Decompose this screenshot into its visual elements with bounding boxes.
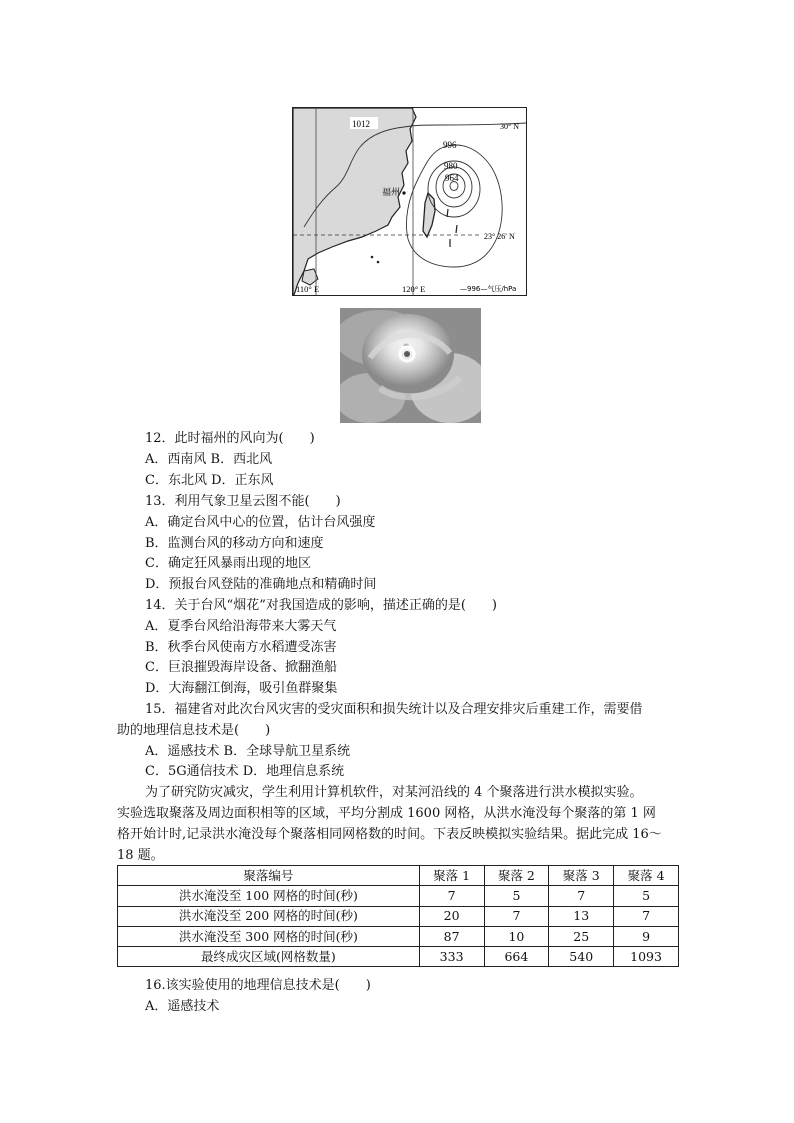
q15-options-cd: C．5G通信技术 D．地理信息系统 bbox=[145, 764, 345, 779]
table-cell: 5 bbox=[614, 886, 679, 906]
table-cell: 87 bbox=[419, 926, 484, 946]
label-964: 964 bbox=[445, 173, 459, 183]
satellite-cloud-image bbox=[340, 308, 481, 423]
label-lon-120e: 120° E bbox=[402, 284, 426, 294]
q12-stem: 12．此时福州的风向为( ) bbox=[145, 431, 315, 446]
q14-option-b: B．秋季台风使南方水稻遭受冻害 bbox=[145, 640, 337, 655]
table-header-cell: 聚落 2 bbox=[484, 866, 549, 886]
table-cell: 最终成灾区域(网格数量) bbox=[118, 947, 420, 967]
q12-options-ab: A．西南风 B．西北风 bbox=[145, 452, 273, 467]
intro-line1: 为了研究防灾减灾，学生利用计算机软件，对某河沿线的 4 个聚落进行洪水模拟实验。 bbox=[145, 785, 643, 800]
table-row bbox=[118, 947, 679, 967]
intro-line2: 实验选取聚落及周边面积相等的区域，平均分割成 1600 网格，从洪水淹没每个聚落的第 1 网 bbox=[117, 806, 656, 821]
table-row bbox=[118, 926, 679, 946]
table-cell: 20 bbox=[419, 906, 484, 926]
label-lon-110e: 110° E bbox=[296, 284, 320, 294]
q15-stem-line2: 助的地理信息技术是( ) bbox=[117, 723, 271, 738]
table-header-row bbox=[118, 866, 679, 886]
table-row bbox=[118, 886, 679, 906]
intro-line3: 格开始计时,记录洪水淹没每个聚落相同网格数的时间。下表反映模拟实验结果。据此完成 16～ bbox=[117, 827, 662, 842]
q16-stem: 16.该实验使用的地理信息技术是( ) bbox=[145, 978, 371, 993]
label-lat-30n: 30° N bbox=[500, 122, 519, 131]
q16-option-a: A．遥感技术 bbox=[145, 999, 220, 1014]
q15-options-ab: A．遥感技术 B．全球导航卫星系统 bbox=[145, 744, 351, 759]
label-980: 980 bbox=[444, 161, 458, 171]
q14-option-a: A．夏季台风给沿海带来大雾天气 bbox=[145, 619, 337, 634]
label-lat-23n: 23° 26′ N bbox=[484, 232, 515, 241]
label-1012: 1012 bbox=[352, 119, 370, 129]
q15-stem-line1: 15．福建省对此次台风灾害的受灾面积和损失统计以及合理安排灾后重建工作，需要借 bbox=[145, 702, 643, 717]
table-cell: 540 bbox=[549, 947, 614, 967]
table-cell: 洪水淹没至 100 网格的时间(秒) bbox=[118, 886, 420, 906]
q13-option-b: B．监测台风的移动方向和速度 bbox=[145, 536, 324, 551]
table-cell: 333 bbox=[419, 947, 484, 967]
table-cell: 7 bbox=[419, 886, 484, 906]
q14-option-c: C．巨浪摧毁海岸设备、掀翻渔船 bbox=[145, 660, 337, 675]
table-cell: 洪水淹没至 300 网格的时间(秒) bbox=[118, 926, 420, 946]
table-cell: 9 bbox=[614, 926, 679, 946]
table-cell: 10 bbox=[484, 926, 549, 946]
table-header-cell: 聚落 1 bbox=[419, 866, 484, 886]
intro-line4: 18 题。 bbox=[117, 848, 164, 863]
table-header-cell: 聚落编号 bbox=[118, 866, 420, 886]
q14-stem: 14．关于台风“烟花”对我国造成的影响，描述正确的是( ) bbox=[145, 598, 497, 613]
label-city-fuzhou: 福州 bbox=[382, 188, 401, 198]
flood-simulation-table bbox=[117, 865, 679, 967]
table-cell: 13 bbox=[549, 906, 614, 926]
table-header-cell: 聚落 4 bbox=[614, 866, 679, 886]
q13-option-a: A．确定台风中心的位置，估计台风强度 bbox=[145, 515, 376, 530]
q12-options-cd: C．东北风 D．正东风 bbox=[145, 473, 274, 488]
table-cell: 7 bbox=[614, 906, 679, 926]
table-cell: 1093 bbox=[614, 947, 679, 967]
table-cell: 7 bbox=[549, 886, 614, 906]
table-cell: 7 bbox=[484, 906, 549, 926]
q14-option-d: D．大海翻江倒海，吸引鱼群聚集 bbox=[145, 681, 338, 696]
table-cell: 5 bbox=[484, 886, 549, 906]
table-cell: 25 bbox=[549, 926, 614, 946]
q13-option-d: D．预报台风登陆的准确地点和精确时间 bbox=[145, 577, 377, 592]
typhoon-isobar-map bbox=[292, 107, 527, 296]
map-legend: —996—气压/hPa bbox=[460, 285, 517, 293]
q13-option-c: C．确定狂风暴雨出现的地区 bbox=[145, 556, 311, 571]
label-996: 996 bbox=[443, 140, 457, 150]
table-cell: 664 bbox=[484, 947, 549, 967]
table-cell: 洪水淹没至 200 网格的时间(秒) bbox=[118, 906, 420, 926]
q13-stem: 13．利用气象卫星云图不能( ) bbox=[145, 494, 341, 509]
table-row bbox=[118, 906, 679, 926]
table-header-cell: 聚落 3 bbox=[549, 866, 614, 886]
